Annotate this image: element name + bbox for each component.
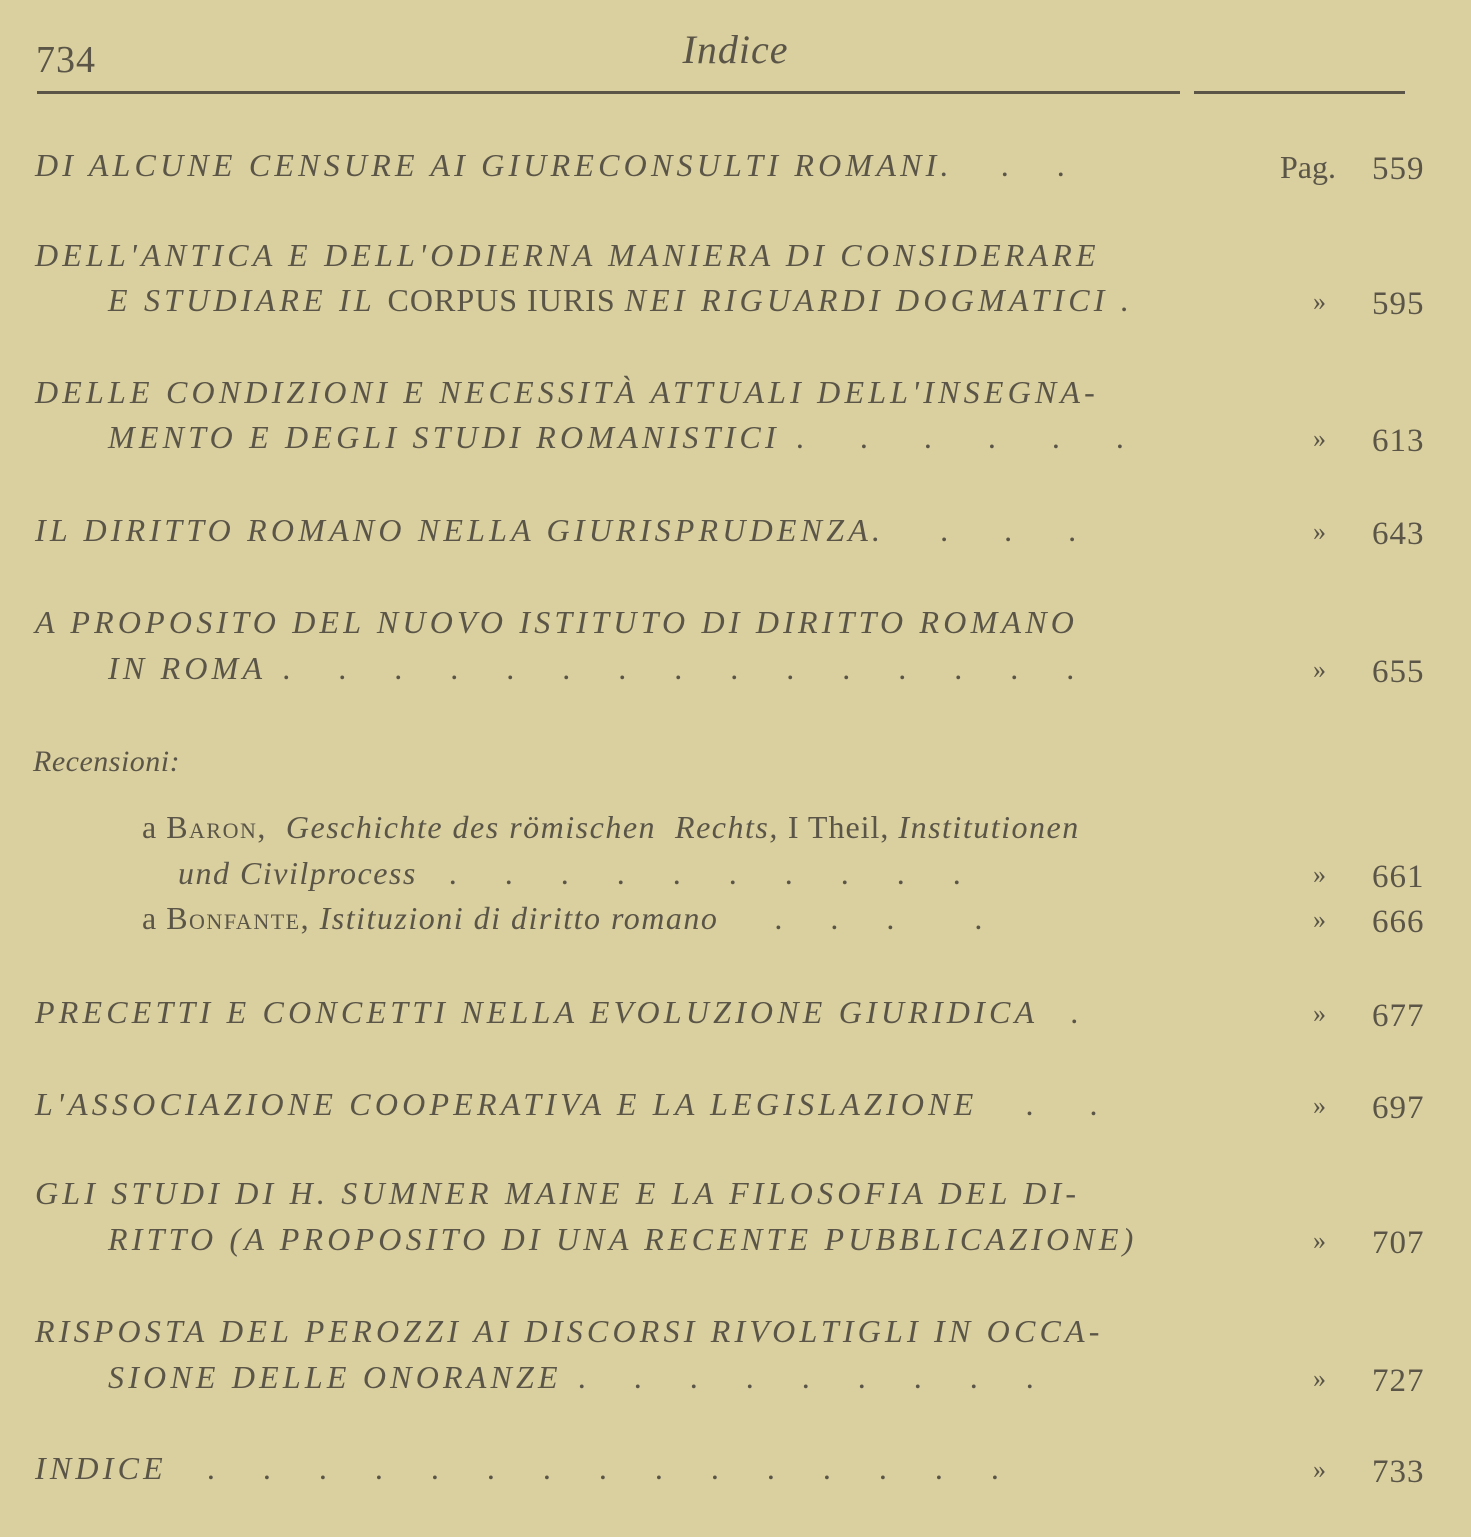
entry-line [178,851,961,895]
entry-text: a [142,900,167,936]
entry-text: IN ROMA [108,650,267,686]
entry-text: RISPOSTA DEL PEROZZI AI DISCORSI RIVOLTIGLI IN OCCA- [35,1313,1104,1349]
entry-text: MENTO E DEGLI STUDI ROMANISTICI [108,419,780,455]
dot-leader: . . . . . . . . . . . . . . . [266,650,1075,686]
entry-text: L'ASSOCIAZIONE COOPERATIVA E LA LEGISLAZIONE [35,1086,978,1122]
dot-leader: . . . . . . [779,419,1124,455]
page-reference: 661 [1372,859,1425,895]
page-marker: » [1313,655,1326,684]
page-reference: 643 [1372,516,1425,552]
page-reference: 666 [1372,904,1425,940]
entry-text: Istituzioni di diritto romano [310,900,719,936]
running-title: Indice [682,27,789,72]
entry-text: und Civilprocess [178,855,417,891]
entry-line [35,600,1078,644]
page-marker: » [1313,517,1326,546]
entry-text: DI ALCUNE CENSURE AI GIURECONSULTI ROMANI. [35,147,953,183]
page-reference: 595 [1372,286,1425,322]
entry-text: NEI RIGUARDI DOGMATICI . [624,282,1134,318]
header-rule [1194,91,1405,94]
header-rule [37,91,1180,94]
entry-line [108,646,1074,690]
page-marker: Pag. [1280,149,1336,185]
dot-leader: . . . . . . . . . . . . . . . [166,1450,999,1486]
entry-text: I Theil, [778,809,899,845]
entry-line [35,233,1100,277]
reviews-heading: Recensioni: [33,745,181,778]
entry-text: A PROPOSITO DEL NUOVO ISTITUTO DI DIRITTO ROMANO [35,604,1079,640]
page-marker: » [1313,860,1326,889]
page-reference: 707 [1372,1225,1425,1261]
entry-line [35,370,1099,414]
entry-line [35,990,1078,1034]
dot-leader: . [1038,994,1079,1030]
entry-text: IL DIRITTO ROMANO NELLA GIURISPRUDENZA. [35,512,885,548]
entry-text: RITTO (A PROPOSITO DI UNA RECENTE PUBBLICAZIONE) [108,1221,1138,1257]
entry-text: CORPUS IURIS [387,282,625,318]
entry-text: DELLE CONDIZIONI E NECESSITÀ ATTUALI DELL'INSEGNA- [35,374,1100,410]
entry-line [35,1446,999,1490]
entry-text: SIONE DELLE ONORANZE [108,1359,562,1395]
page-marker: » [1313,1091,1326,1120]
entry-text: Baron, [166,809,267,845]
page-reference: 697 [1372,1090,1425,1126]
page-marker: » [1313,424,1326,453]
dot-leader: . . . [884,512,1077,548]
page-marker: » [1313,905,1326,934]
dot-leader: . . [977,1086,1098,1122]
entry-text: E STUDIARE IL [108,282,388,318]
page-reference: 733 [1372,1454,1425,1490]
page-number: 734 [36,39,96,81]
entry-text: GLI STUDI DI H. SUMNER MAINE E LA FILOSOFIA DEL DI- [35,1175,1081,1211]
entry-line [35,1309,1104,1353]
entry-line [108,415,1124,459]
entry-line [35,1082,1097,1126]
page-marker: » [1313,999,1326,1028]
entry-text: PRECETTI E CONCETTI NELLA EVOLUZIONE GIURIDICA [35,994,1039,1030]
entry-text: a [142,809,167,845]
page-reference: 613 [1372,423,1425,459]
dot-leader: . . . . [718,900,983,936]
page-marker: » [1313,287,1326,316]
entry-text: Bonfante, [166,900,311,936]
entry-line [142,896,982,940]
entry-text: DELL'ANTICA E DELL'ODIERNA MANIERA DI CONSIDERARE [35,237,1100,273]
entry-line [108,278,1133,322]
page-reference: 727 [1372,1363,1425,1399]
entry-text: Geschichte des römischen Rechts, [266,809,779,845]
entry-line [108,1217,1137,1261]
page-marker: » [1313,1364,1326,1393]
page-reference: 655 [1372,654,1425,690]
page-marker: » [1313,1455,1326,1484]
entry-line [108,1355,1034,1399]
entry-line [142,805,1080,849]
entry-line [35,143,1065,187]
page-marker: » [1313,1226,1326,1255]
entry-text: Institutionen [898,809,1080,845]
dot-leader: . . . . . . . . . [561,1359,1034,1395]
page-reference: 559 [1372,151,1425,187]
dot-leader: . . [952,147,1065,183]
entry-line [35,508,1076,552]
entry-text: INDICE [35,1450,167,1486]
dot-leader: . . . . . . . . . . [416,855,961,891]
entry-line [35,1171,1080,1215]
page-reference: 677 [1372,998,1425,1034]
